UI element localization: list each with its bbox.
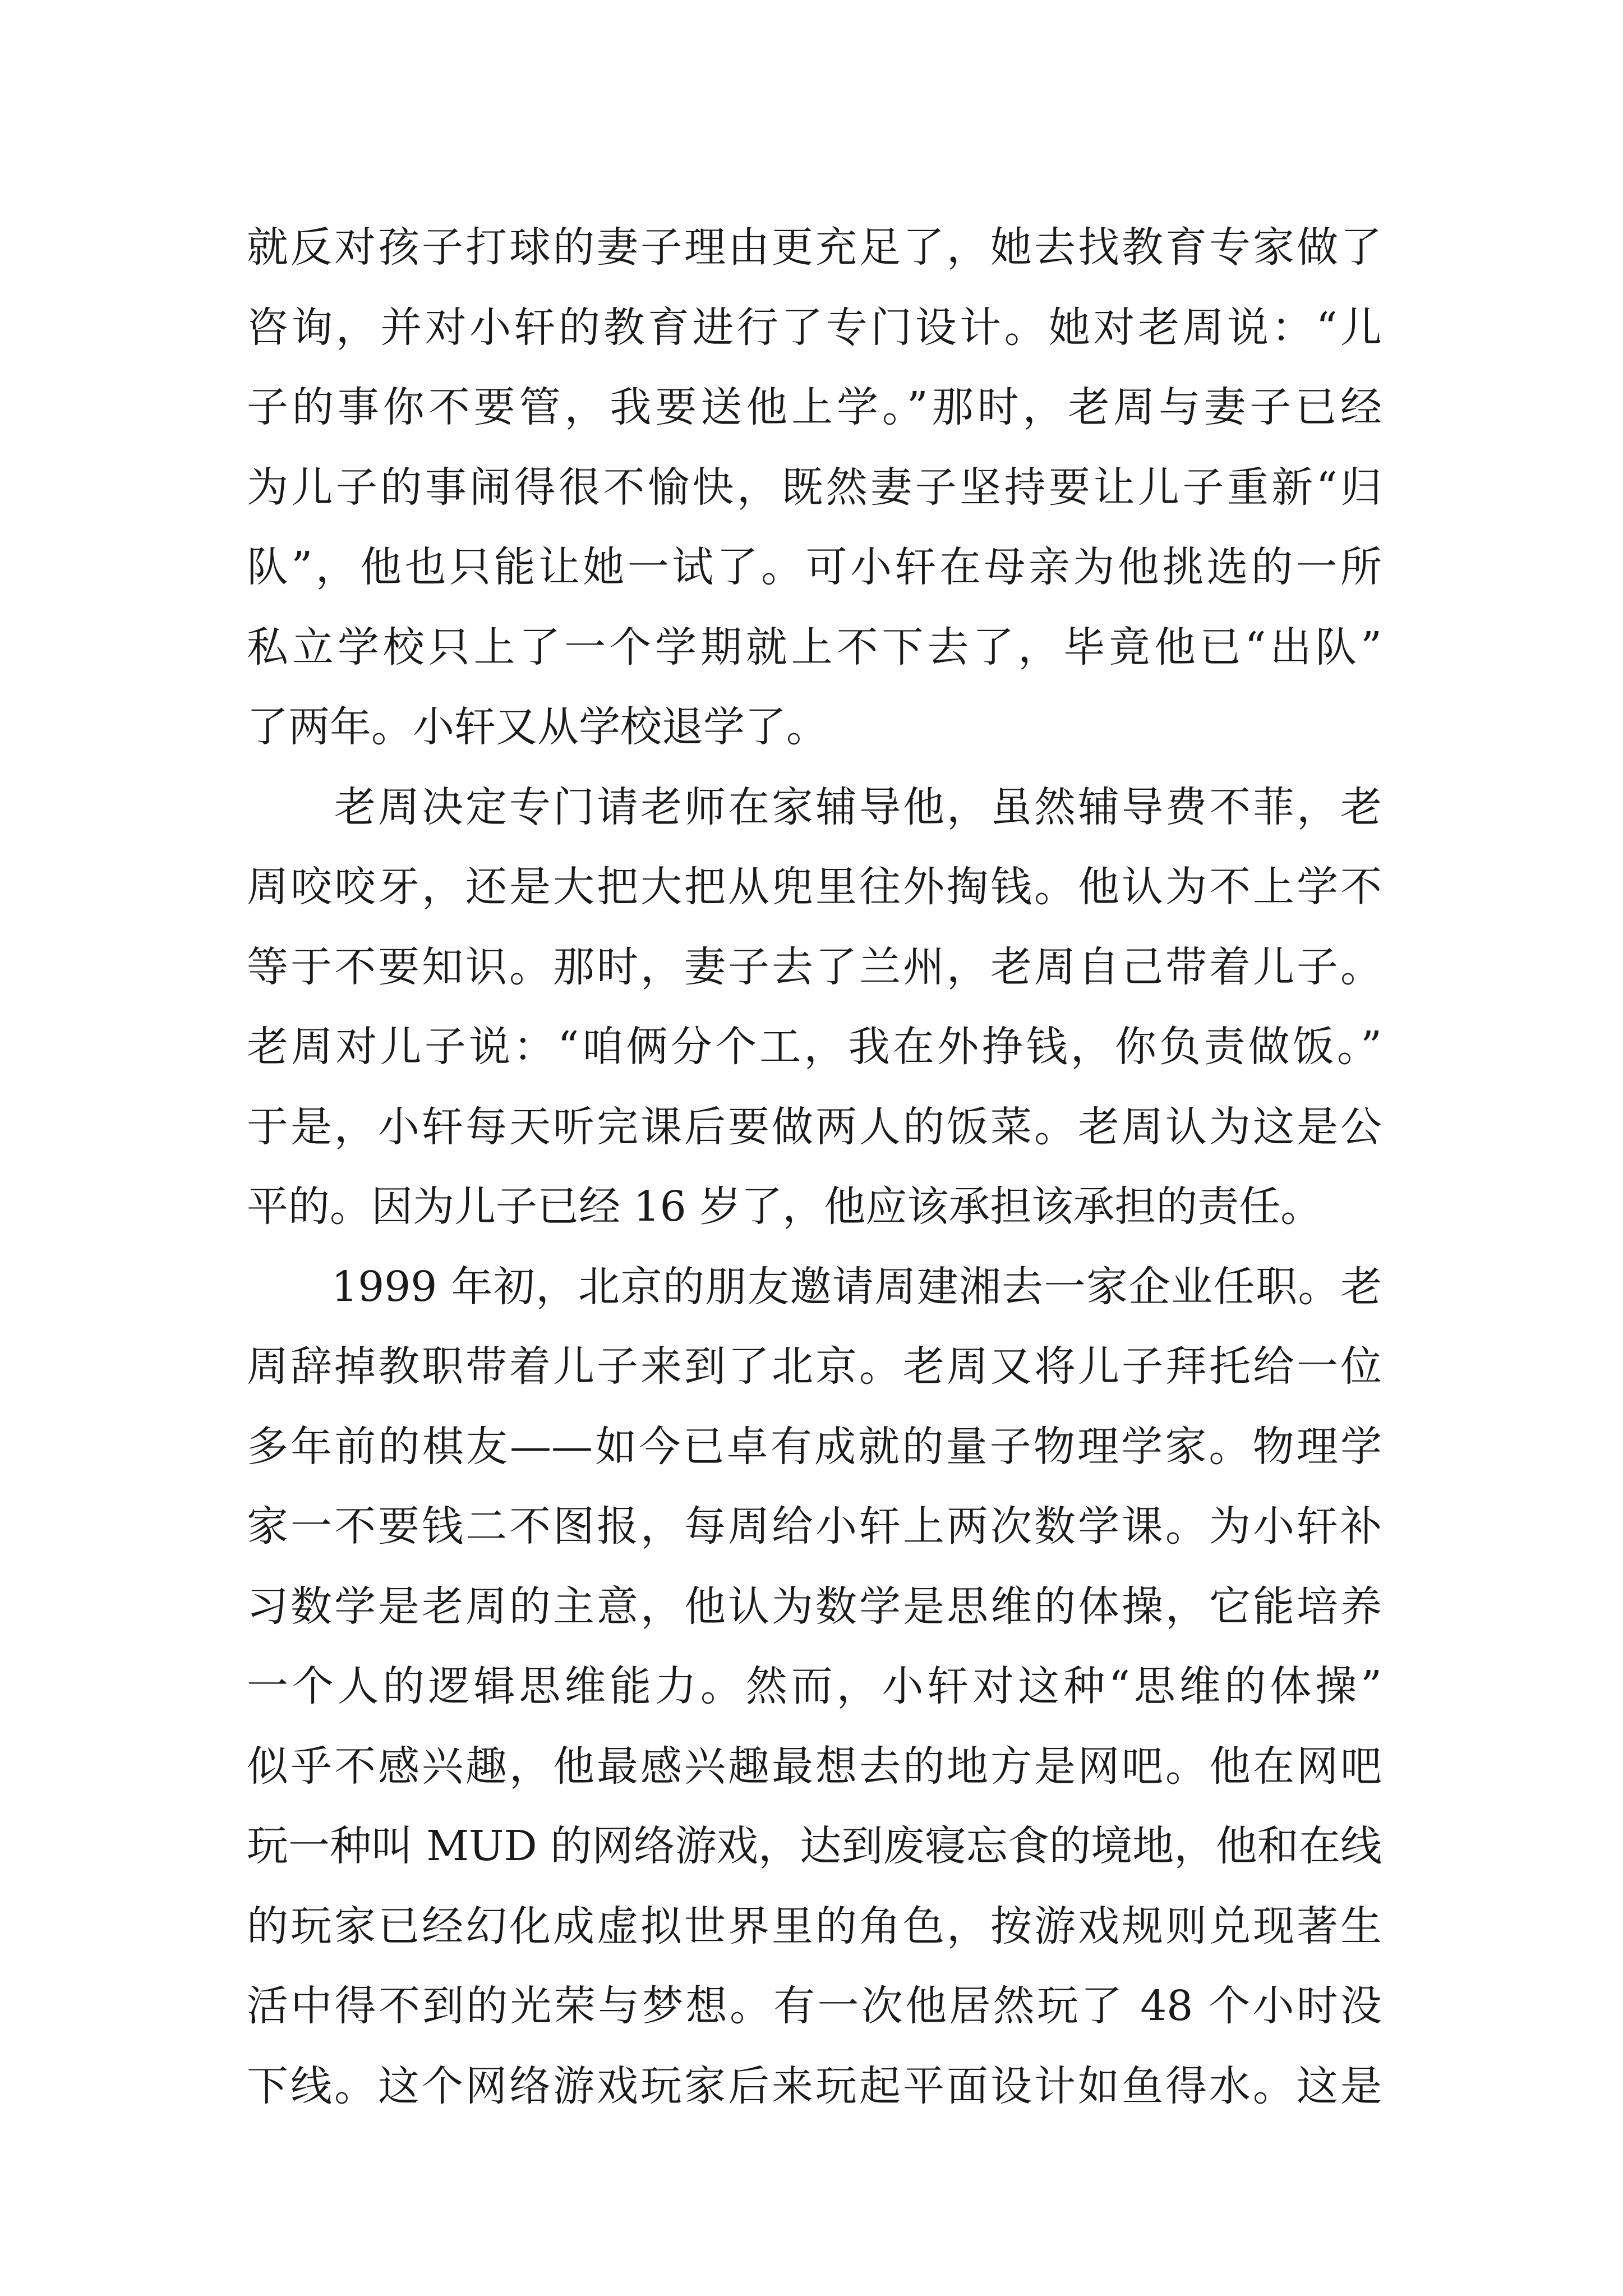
text-line: 私立学校只上了一个学期就上不下去了，毕竟他已“出队”	[247, 623, 1382, 671]
text-line: 老周决定专门请老师在家辅导他，虽然辅导费不菲，老	[247, 783, 1382, 831]
text-line: 子的事你不要管，我要送他上学。”那时，老周与妻子已经	[247, 383, 1382, 431]
text-line: 为儿子的事闹得很不愉快，既然妻子坚持要让儿子重新“归	[247, 463, 1382, 512]
text-line: 于是，小轩每天听完课后要做两人的饭菜。老周认为这是公	[247, 1102, 1382, 1151]
text-line: 一个人的逻辑思维能力。然而，小轩对这种“思维的体操”	[247, 1662, 1382, 1710]
text-line: 老周对儿子说：“咱俩分个工，我在外挣钱，你负责做饭。”	[247, 1023, 1382, 1071]
text-line: 平的。因为儿子已经 16 岁了，他应该承担该承担的责任。	[247, 1182, 1322, 1231]
text-line: 周辞掉教职带着儿子来到了北京。老周又将儿子拜托给一位	[247, 1342, 1382, 1391]
text-line: 玩一种叫 MUD 的网络游戏，达到废寝忘食的境地，他和在线	[247, 1822, 1382, 1870]
text-line: 习数学是老周的主意，他认为数学是思维的体操，它能培养	[247, 1582, 1382, 1631]
text-line: 的玩家已经幻化成虚拟世界里的角色，按游戏规则兑现著生	[247, 1902, 1382, 1950]
text-line: 等于不要知识。那时，妻子去了兰州，老周自己带着儿子。	[247, 942, 1382, 991]
text-line: 周咬咬牙，还是大把大把从兜里往外掏钱。他认为不上学不	[247, 863, 1382, 911]
text-line: 下线。这个网络游戏玩家后来玩起平面设计如鱼得水。这是	[247, 2062, 1382, 2110]
text-line: 似乎不感兴趣，他最感兴趣最想去的地方是网吧。他在网吧	[247, 1742, 1382, 1791]
body-text	[247, 208, 1382, 2126]
text-line: 1999 年初，北京的朋友邀请周建湘去一家企业任职。老	[247, 1262, 1382, 1311]
text-line: 了两年。小轩又从学校退学了。	[247, 703, 828, 751]
text-line: 就反对孩子打球的妻子理由更充足了，她去找教育专家做了	[247, 223, 1382, 272]
text-line: 队”，他也只能让她一试了。可小轩在母亲为他挑选的一所	[247, 543, 1382, 591]
text-line: 活中得不到的光荣与梦想。有一次他居然玩了 48 个小时没	[247, 1982, 1382, 2030]
text-line: 家一不要钱二不图报，每周给小轩上两次数学课。为小轩补	[247, 1502, 1382, 1550]
text-line: 咨询，并对小轩的教育进行了专门设计。她对老周说：“儿	[247, 303, 1382, 352]
text-line: 多年前的棋友——如今已卓有成就的量子物理学家。物理学	[247, 1422, 1382, 1471]
